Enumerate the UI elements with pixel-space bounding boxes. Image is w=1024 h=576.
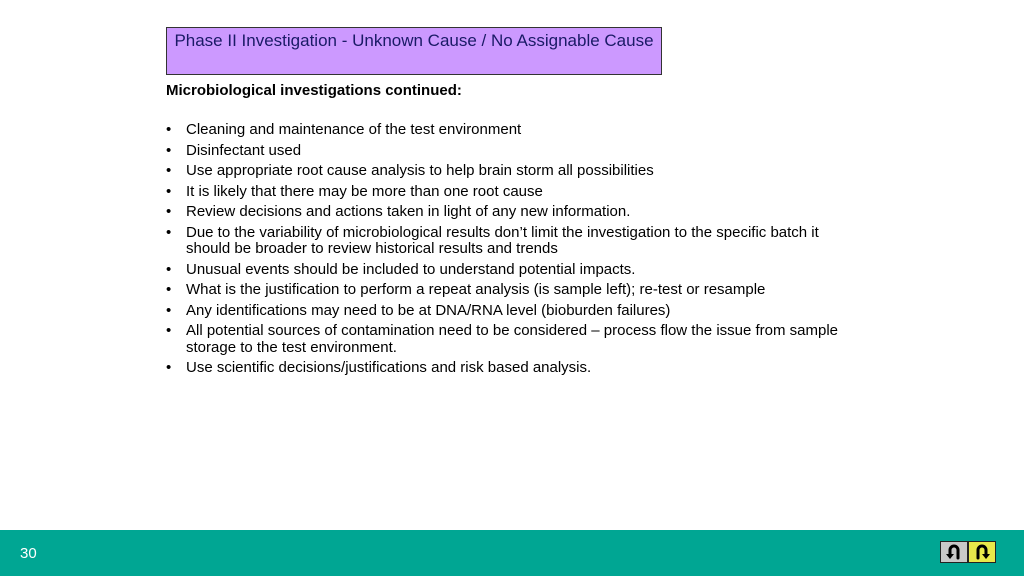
slide-title: Phase II Investigation - Unknown Cause / No Assignable Cause [166, 27, 662, 75]
bullet-marker: • [166, 121, 172, 138]
bullet-marker: • [166, 223, 172, 241]
list-item [166, 282, 846, 299]
list-item-text: Use scientific decisions/justifications and risk based analysis. [186, 359, 592, 376]
list-item [166, 184, 846, 201]
list-item-text: Any identifications may need to be at DNA/RNA level (bioburden failures) [186, 301, 671, 319]
bullet-marker: • [166, 359, 172, 376]
list-item-text: It is likely that there may be more than one root cause [186, 182, 543, 200]
page-number: 30 [20, 545, 37, 562]
list-item [166, 303, 846, 320]
list-item-text: Disinfectant used [186, 141, 302, 159]
list-item-text: Use appropriate root cause analysis to help brain storm all possibilities [186, 162, 654, 179]
list-item [166, 122, 846, 139]
list-item-text: Cleaning and maintenance of the test environment [186, 121, 522, 138]
bullet-marker: • [166, 301, 172, 319]
list-item-text: Review decisions and actions taken in light of any new information. [186, 203, 631, 220]
list-item [166, 225, 846, 258]
return-forward-icon [971, 543, 993, 561]
list-item-text: Unusual events should be included to understand potential impacts. [186, 260, 636, 278]
bullet-marker: • [166, 322, 172, 339]
list-item-text: What is the justification to perform a repeat analysis (is sample left); re-test or resample [186, 281, 766, 298]
bullet-marker: • [166, 203, 172, 220]
list-item [166, 163, 846, 180]
bullet-marker: • [166, 141, 172, 159]
list-item [166, 204, 846, 221]
bullet-list [166, 122, 846, 381]
list-item [166, 323, 846, 356]
list-item [166, 360, 846, 377]
list-item [166, 143, 846, 160]
bullet-marker: • [166, 182, 172, 200]
bullet-marker: • [166, 281, 172, 298]
forward-button[interactable] [968, 541, 996, 563]
bullet-marker: • [166, 162, 172, 179]
list-item-text: All potential sources of contamination need to be considered – process flow the issue from sample storage to the test environment. [186, 322, 839, 356]
bullet-marker: • [166, 260, 172, 278]
list-item-text: Due to the variability of microbiological results don’t limit the investigation to the specific batch it should be broader to review historical results and trends [186, 223, 819, 257]
footer-bar [0, 530, 1024, 576]
section-subheading: Microbiological investigations continued: [166, 82, 462, 99]
back-button[interactable] [940, 541, 968, 563]
list-item [166, 262, 846, 279]
return-back-icon [943, 543, 965, 561]
